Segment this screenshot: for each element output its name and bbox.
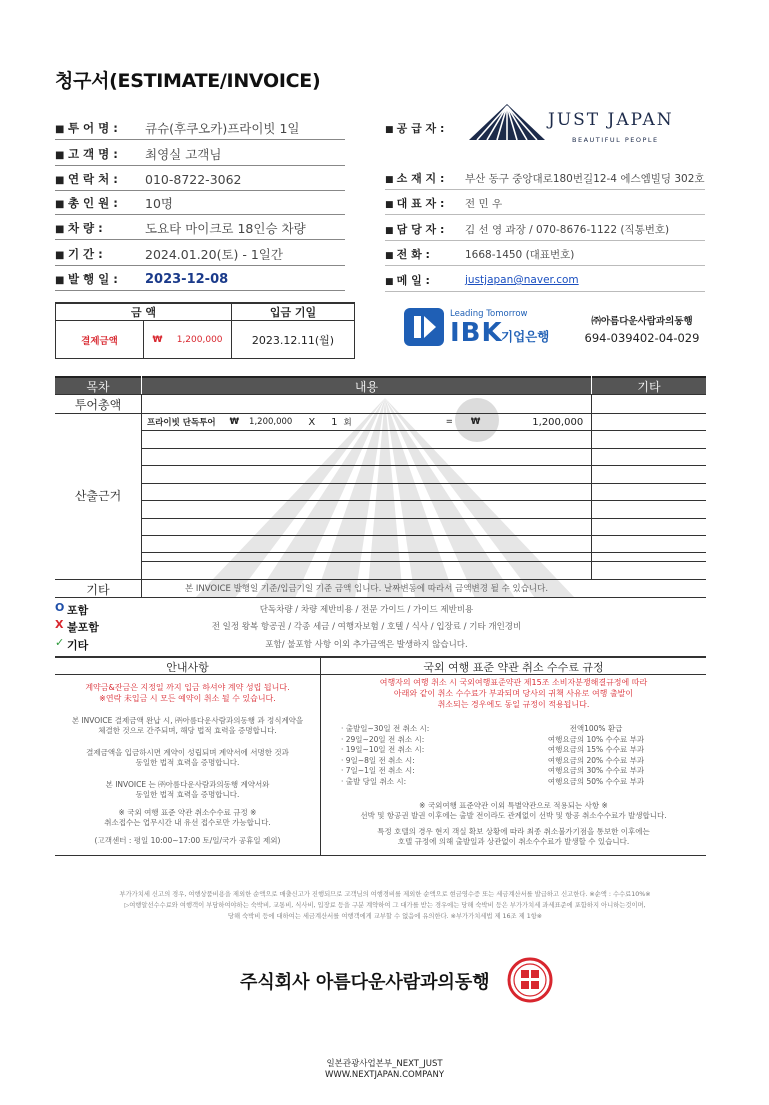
tax-note: 부가가치세 신고의 경우, 여행상품비용을 제외한 순액으로 매출신고가 진행되므로 고객님의 여행경비를 제외한 순액으로 현금영수증 또는 세금계산서를 발급하고 신고한다. ※순액 : 수수료10%※ ▷여행알선수수료와 여행객이 부담하여야하는 숙박비, 교통비, 식사비, 입장료 등을 구분 계약하여 그 대가를 받는 경우에는 당해 숙박비 등은 부가가치세 과세표준에 포함하지 아니하는것이며, 당해 숙박비 등에 대하여는 세금계산서를 여행객에게 교부할 수 없음에 유의한다. ※부가가치세법 제 16조 제 1항※ [119,891,651,920]
payment-amount: ₩ 1,200,000 [144,321,232,359]
grid-hline [142,518,706,519]
bank-account-info [583,313,701,345]
inclusion-row [55,636,706,652]
inclusion-label: 불포함 [67,621,99,634]
grid-vline [141,394,142,598]
field-underline [55,239,345,240]
inclusion-mark-icon: O [55,601,65,614]
notice-p1: 계약금&잔금은 지정일 까지 입금 하셔야 계약 성립 됩니다. ※연락 未입금 시 모든 예약이 취소 될 수 있습니다. [85,683,290,703]
payment-table [55,302,355,359]
account-number: 694-039402-04-029 [584,331,700,345]
notice-p5: ※ 국외 여행 표준 약관 취소수수료 규정 ※ 취소접수는 업무시간 내 유선 접수로만 가능합니다. [104,808,271,827]
brand-name: JUST JAPAN [548,110,674,130]
inclusion-mark-icon: X [55,618,64,631]
cancel-when: · 19일~10일 전 취소 시: [341,745,425,754]
field-label: ■ 고 객 명 : [55,146,145,162]
field-row [55,119,300,137]
notice-p2: 본 INVOICE 결제금액 완납 시, ㈜아름다운사람과의동행 과 정식계약을 체결한 것으로 간주되며, 해당 법적 효력을 증명합니다. [71,716,304,735]
etc-label: 기타 [86,582,110,597]
field-row [55,170,242,188]
field-underline [55,139,345,140]
grid-hline [142,535,706,536]
brand-tagline: BEAUTIFUL PEOPLE [572,136,659,144]
grid-hline [142,561,706,562]
footer [0,1059,769,1081]
inclusion-text: 전 일정 왕복 항공권 / 각종 세금 / 여행자보험 / 호텔 / 식사 / 입장료 / 기타 개인경비 [211,622,522,632]
supplier-row [385,194,502,212]
field-label: ■ 발 행 일 : [55,271,145,287]
cancel-fee: 전액100% 환급 [569,724,623,733]
grid-hline [142,430,706,431]
field-row [55,145,221,163]
grid-header-content: 내용 [142,376,591,394]
cancel-when: · 출발일~30일 전 취소 시: [341,724,430,733]
supplier-underline [385,214,705,215]
ibk-logo-icon [402,306,448,348]
total-label: 투어총액 [74,397,122,412]
cancel-fee-row [321,777,706,788]
inclusion-text: 포함/ 불포함 사항 이외 추가금액은 발생하지 않습니다. [265,640,468,650]
inclusion-row [55,618,706,634]
cancel-panel [321,677,706,847]
cancel-note2: 특정 호텔의 경우 현지 객실 확보 상황에 따라 최종 취소불가기점을 통보한 이후에는 호텔 규정에 의해 출발일과 상관없이 취소수수료가 발생할 수 있습니다. [377,827,650,846]
supplier-underline [385,189,705,190]
supplier-label: ■ 공 급 자 : [385,122,445,135]
field-value: 2023-12-08 [145,271,229,287]
calc-label: 산출근거 [74,489,122,503]
notice-p6: (고객센터 : 평일 10:00~17:00 토/일/국가 공휴일 제외) [94,836,281,845]
grid-hline [142,448,706,449]
cancel-note1: ※ 국외여행 표준약관 이외 특별약관으로 적용되는 사항 ※ 선박 및 항공권 발권 이후에는 출발 전이라도 관계없이 선박 및 항공 취소수수료가 발생합니다. [360,801,667,820]
inclusion-mark-icon: ✓ [55,636,65,649]
grid-hline [55,413,706,414]
line-item: 프라이빗 단독투어 ₩ 1,200,000 X 1 회 = ₩ 1,200,000 [147,416,584,428]
supplier-underline [385,240,705,241]
grid-hline [142,500,706,501]
supplier-row [385,271,579,289]
inclusion-text: 단독차량 / 차량 제반비용 / 전문 가이드 / 가이드 제반비용 [259,605,474,615]
field-value: 도요타 마이크로 18인승 차량 [145,221,306,236]
field-value: 큐슈(후쿠오카)프라이빗 1일 [145,121,300,136]
supplier-row [385,245,574,263]
supplier-field-label: ■ 소 재 지 : [385,170,465,186]
field-value: 010-8722-3062 [145,171,242,187]
company-seal-icon [506,956,554,1004]
inclusion-row [55,601,706,617]
field-label: ■ 차 량 : [55,220,145,236]
cancel-when: · 9일~8일 전 취소 시: [341,755,415,765]
field-underline [55,190,345,191]
grid-vline [591,394,592,580]
cancel-fee: 여행요금의 30% 수수료 부과 [547,766,645,775]
due-header: 입금 기일 [232,303,355,321]
etc-note: 본 INVOICE 발행일 기준/입금기일 기준 금액 입니다. 날짜변동에 따라서 금액변경 될 수 있습니다. [184,584,549,594]
field-label: ■ 기 간 : [55,246,145,262]
account-holder: ㈜아름다운사람과의동행 [591,316,693,327]
field-underline [55,214,345,215]
payment-row-label: 결제금액 [56,321,144,359]
email-link[interactable]: justjapan@naver.com [465,274,579,286]
bank-abbr: IBK [450,318,503,348]
notice-p3: 결제금액을 입금하시면 계약이 성립되며 계약서에 서명한 것과 동일한 법적 효력을 증명합니다. [86,748,289,767]
grid-hline [142,465,706,466]
grid-hline [142,552,706,553]
supplier-field-value: 전 민 우 [465,197,503,210]
grid-header-etc: 기타 [592,376,706,394]
quote-grid [55,376,706,598]
supplier-underline [385,291,705,292]
supplier-field-value: 부산 동구 중앙대로180번길12-4 에스엠빌딩 302호 [465,172,705,185]
bank-name: 기업은행 [501,329,550,344]
notice-p4: 본 INVOICE 는 ㈜아름다운사람과의동행 계약서와 동일한 법적 효력을 증명합니다. [105,780,270,799]
field-label: ■ 총 인 원 : [55,195,145,211]
footer-url[interactable]: WWW.NEXTJAPAN.COMPANY [324,1070,445,1080]
grid-hline [55,579,706,580]
cancel-fee-row [321,745,706,756]
supplier-field-label: ■ 담 당 자 : [385,221,465,237]
field-underline [55,165,345,166]
field-label: ■ 투 어 명 : [55,120,145,136]
cancel-fee-row [321,724,706,735]
company-name: 주식회사 아름다운사람과의동행 [240,972,490,993]
inclusion-label: 기타 [67,639,89,652]
payment-due: 2023.12.11(월) [232,321,355,359]
field-underline [55,290,345,291]
supplier-field-label: ■ 대 표 자 : [385,195,465,211]
cancel-fee-row [321,735,706,746]
cancel-when: · 29일~20일 전 취소 시: [341,734,425,744]
field-value: 2024.01.20(토) - 1일간 [145,247,283,262]
cancel-fee: 여행요금의 20% 수수료 부과 [547,755,645,765]
cancel-fee: 여행요금의 50% 수수료 부과 [547,776,645,786]
cancel-fee-table [321,724,706,787]
field-row [55,194,173,212]
supplier-row [385,220,669,238]
cancel-fee: 여행요금의 10% 수수료 부과 [547,734,645,744]
notice-panel [55,682,320,846]
grid-hline [55,394,706,395]
cancel-when: · 7일~1일 전 취소 시: [341,766,415,775]
supplier-field-label: ■ 전 화 : [385,246,465,262]
field-underline [55,265,345,266]
field-value: 10명 [145,196,173,211]
cancel-title: 국외 여행 표준 약관 취소 수수료 규정 [423,661,604,674]
field-row [55,219,306,237]
supplier-field-value: 김 선 영 과장 / 070-8676-1122 (직통번호) [465,223,670,236]
field-value: 최영실 고객님 [145,147,222,162]
page-title: 청구서(ESTIMATE/INVOICE) [55,70,321,92]
cancel-when: · 출발 당일 취소 시: [341,776,407,786]
cancel-intro: 여행자의 여행 취소 시 국외여행표준약관 제15조 소비자분쟁해결규정에 따라 아래와 같이 취소 수수료가 부과되며 당사의 귀책 사유로 여행 출발이 취소되는 경우에도 동일 규정이 적용됩니다. [379,678,648,709]
footer-dept: 일본관광사업본부_NEXT_JUST [326,1059,443,1069]
supplier-underline [385,265,705,266]
supplier-row [385,169,705,187]
field-label: ■ 연 락 처 : [55,171,145,187]
supplier-field-label: ■ 메 일 : [385,272,465,288]
grid-hline [142,483,706,484]
notice-title: 안내사항 [166,661,209,674]
grid-hline [55,597,706,598]
field-row [55,270,228,288]
cancel-fee-row [321,766,706,777]
supplier-field-value: 1668-1450 (대표번호) [465,248,575,261]
cancel-fee: 여행요금의 15% 수수료 부과 [547,745,645,754]
grid-header-item: 목차 [55,376,141,394]
amount-header: 금 액 [56,303,232,321]
field-row [55,245,283,263]
just-japan-logo-icon [467,100,547,144]
inclusion-label: 포함 [67,604,89,617]
bank-slogan: Leading Tomorrow [450,309,528,319]
cancel-fee-row [321,756,706,767]
